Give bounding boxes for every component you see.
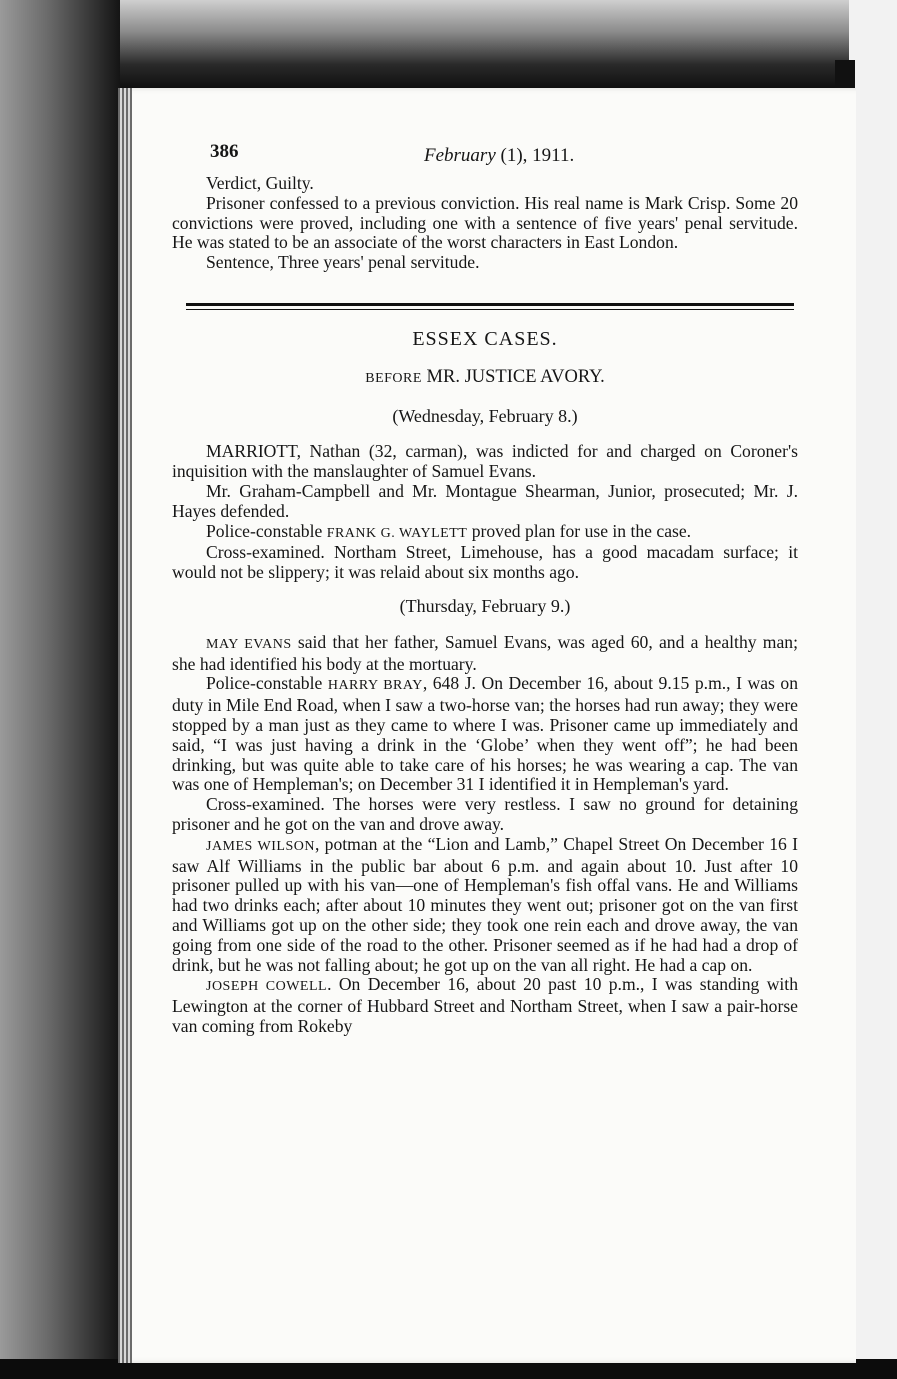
page-stack-edge [118,88,132,1363]
verdict-line: Verdict, Guilty. [206,173,314,193]
dateline-wednesday: (Wednesday, February 8.) [392,405,578,426]
counsel-paragraph: Mr. Graham-Campbell and Mr. Montague Shearman, Junior, prosecuted; Mr. J. Hayes defended. [172,480,798,521]
waylett-text: proved plan for use in the case. [467,520,692,541]
wilson-text: , potman at the “Lion and Lamb,” Chapel Street On December 16 I saw Alf Williams in the public bar about 6 p.m. and again about 10. Just after 10 prisoner pulled up with his van—one of Hempleman's fish offal vans. He and Williams had two drinks each; after about 10 minutes they went out; prisoner got on the van first and Williams got up on the other side; they took one rein each and drove away, the van going from one side of the road to the other. Prisoner seemed as if he had had a drop of drink, but he was not falling about; he got up on the van all right. He had a cap on. [172,833,798,975]
witness-name-evans: MAY EVANS [206,636,292,652]
wilson-paragraph [172,835,798,976]
bray-prefix: Police-constable [206,673,328,694]
evans-text: said that her father, Samuel Evans, was aged 60, and a healthy man; she had identified his body at the mortuary. [172,631,798,674]
scan-top-edge [0,0,897,92]
witness-name-waylett: FRANK G. WAYLETT [326,525,468,541]
judge-heading [172,368,798,389]
witness-name-cowell: JOSEPH COWELL [206,979,328,995]
facing-page-edge [849,0,897,1379]
sentence-line: Sentence, Three years' penal servitude. [206,252,480,273]
evans-paragraph [172,633,798,675]
cross-exam-paragraph-2: Cross-examined. The horses were very restless. I saw no ground for detaining prisoner and he got on the van and drove away. [172,794,798,834]
section-heading: ESSEX CASES. [412,327,558,350]
witness-name-bray: HARRY BRAY [327,678,423,694]
waylett-prefix: Police-constable [206,520,327,541]
header-month: February [424,145,496,166]
judge-name: MR. JUSTICE AVORY. [421,366,605,387]
book-spine-edge [0,0,120,1379]
divider-thick-rule [186,303,794,306]
cross-exam-paragraph-1: Cross-examined. Northam Street, Limehouse, has a good macadam surface; it would not be slippery; it was relaid about six months ago. [172,542,798,583]
waylett-paragraph [172,522,798,544]
cowell-paragraph [172,975,798,1036]
confession-paragraph: Prisoner confessed to a previous conviction. His real name is Mark Crisp. Some 20 convictions were proved, including one with a sentence of five years' penal servitude. He was stated to be an associate of the worst characters in East London. [172,192,798,253]
previous-case [172,174,798,273]
indictment-paragraph: MARRIOTT, Nathan (32, carman), was indicted for and charged on Coroner's inquisition with the manslaughter of Samuel Evans. [172,441,798,482]
running-header [172,134,798,174]
page-content [172,134,798,1037]
divider-thin-rule [186,309,794,310]
section-divider [186,303,794,310]
dateline-thursday: (Thursday, February 9.) [399,595,571,616]
header-date-rest: (1), 1911. [495,145,575,166]
bray-text: , 648 J. On December 16, about 9.15 p.m., I was on duty in Mile End Road, when I saw a two-horse van; the horses had run away; they were stopped by a man just as they came to where I was. Prisoner came up immediately and said, “I was just having a drink in the ‘Globe’ when they went off”; he had been drinking, but was quite able to take care of his horses; he was wearing a cap. The van was one of Hempleman's; on December 31 I identified it in Hempleman's yard. [172,673,799,795]
witness-name-wilson: JAMES WILSON [206,838,315,854]
cowell-text: . On December 16, about 20 past 10 p.m., I was standing with Lewington at the corner of Hubbard Street and Northam Street, when I saw a pair-horse van coming from Rokeby [172,974,798,1036]
bray-paragraph [172,674,798,795]
header-date [424,146,574,166]
before-label: BEFORE [365,370,422,386]
page-number: 386 [210,141,239,162]
